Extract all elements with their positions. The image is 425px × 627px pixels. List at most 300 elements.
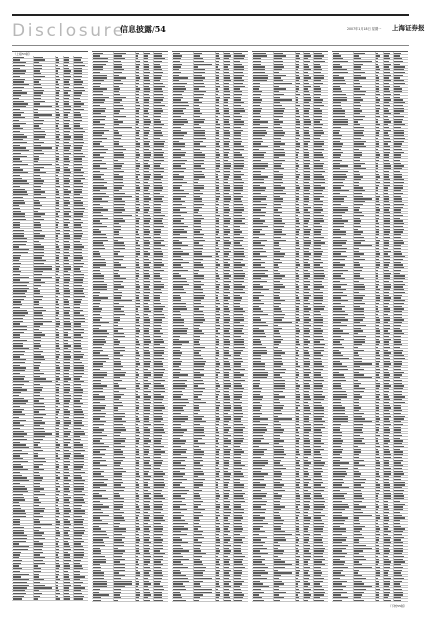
table-cell: [114, 374, 125, 375]
table-cell: [224, 231, 230, 232]
table-cell: [194, 196, 200, 197]
table-cell: [136, 553, 140, 554]
table-cell: [194, 64, 212, 65]
table-cell: [144, 94, 149, 95]
table-cell: [144, 341, 151, 342]
table-cell: [114, 556, 122, 557]
table-cell: [136, 218, 140, 219]
table-cell: [74, 472, 85, 473]
table-cell: [136, 438, 140, 439]
table-cell: [56, 461, 58, 462]
table-cell: [136, 149, 139, 150]
table-cell: [154, 520, 165, 521]
table-cell: [144, 465, 151, 466]
table-cell: [216, 190, 219, 191]
table-cell: [13, 136, 27, 137]
table-cell: [34, 233, 40, 234]
table-cell: [34, 194, 41, 195]
table-cell: [74, 87, 84, 88]
table-cell: [114, 281, 123, 282]
table-cell: [114, 226, 121, 227]
table-cell: [136, 341, 139, 342]
table-cell: [13, 329, 27, 330]
table-cell: [144, 157, 150, 158]
table-cell: [34, 92, 43, 93]
table-cell: [64, 175, 70, 176]
table-cell: [216, 286, 219, 287]
table-cell: [56, 112, 59, 113]
table-cell: [144, 303, 148, 304]
table-cell: [93, 292, 100, 293]
table-cell: [114, 539, 122, 540]
table-cell: [93, 424, 104, 425]
table-cell: [93, 586, 107, 587]
table-cell: [34, 329, 39, 330]
table-cell: [136, 358, 139, 359]
table-cell: [56, 458, 60, 459]
table-cell: [144, 438, 149, 439]
table-cell: [194, 121, 204, 122]
table-cell: [136, 72, 139, 73]
masthead-rule: [12, 45, 409, 46]
table-cell: [144, 347, 149, 348]
table-cell: [114, 369, 121, 370]
table-cell: [194, 66, 198, 67]
table-cell: [93, 80, 104, 81]
table-cell: [136, 451, 139, 452]
table-cell: [64, 505, 69, 506]
table-cell: [56, 266, 60, 267]
table-cell: [74, 477, 82, 478]
table-cell: [173, 215, 181, 216]
table-cell: [136, 468, 139, 469]
table-cell: [234, 94, 242, 95]
table-cell: [173, 64, 182, 65]
table-cell: [56, 169, 60, 170]
table-cell: [13, 365, 20, 366]
table-cell: [216, 91, 219, 92]
table-cell: [216, 253, 218, 254]
table-cell: [34, 343, 40, 344]
table-cell: [13, 227, 20, 228]
table-cell: [74, 106, 81, 107]
table-cell: [234, 138, 241, 139]
table-cell: [136, 198, 139, 199]
table-cell: [144, 306, 149, 307]
table-cell: [56, 183, 59, 184]
table-cell: [93, 91, 103, 92]
table-cell: [74, 252, 82, 253]
table-cell: [144, 146, 150, 147]
table-cell: [136, 328, 139, 329]
table-cell: [64, 582, 70, 583]
table-cell: [136, 539, 140, 540]
table-cell: [114, 570, 125, 571]
table-cell: [144, 64, 149, 65]
table-cell: [144, 509, 150, 510]
table-cell: [194, 86, 205, 87]
table-cell: [13, 79, 25, 80]
table-cell: [173, 176, 184, 177]
table-cell: [224, 190, 230, 191]
table-cell: [114, 69, 124, 70]
table-cell: [74, 475, 81, 476]
table-cell: [136, 476, 140, 477]
table-cell: [93, 471, 104, 472]
table-cell: [216, 168, 219, 169]
table-cell: [64, 285, 69, 286]
table-cell: [74, 519, 84, 520]
table-cell: [234, 201, 242, 202]
table-cell: [144, 91, 150, 92]
table-cell: [34, 552, 43, 553]
table-cell: [34, 516, 43, 517]
table-cell: [114, 275, 120, 276]
table-cell: [216, 171, 220, 172]
table-cell: [136, 207, 139, 208]
table-cell: [74, 150, 81, 151]
table-cell: [194, 248, 203, 249]
table-cell: [74, 527, 84, 528]
table-cell: [114, 372, 126, 373]
table-cell: [64, 403, 69, 404]
table-cell: [34, 59, 45, 60]
table-cell: [234, 141, 242, 142]
table-cell: [234, 130, 243, 131]
table-cell: [234, 157, 244, 158]
table-cell: [56, 120, 59, 121]
table-cell: [234, 119, 241, 120]
table-cell: [114, 83, 123, 84]
table-cell: [34, 334, 45, 335]
table-cell: [234, 319, 244, 320]
table-cell: [74, 307, 80, 308]
table-cell: [34, 436, 45, 437]
table-cell: [234, 196, 243, 197]
table-cell: [74, 246, 84, 247]
table-cell: [194, 215, 202, 216]
table-cell: [144, 471, 149, 472]
table-cell: [154, 102, 161, 103]
table-cell: [34, 538, 45, 539]
table-cell: [173, 143, 185, 144]
table-cell: [144, 556, 151, 557]
table-cell: [234, 146, 244, 147]
table-cell: [144, 589, 149, 590]
table-cell: [114, 493, 119, 494]
table-cell: [194, 262, 201, 263]
table-cell: [34, 414, 46, 415]
table-cell: [13, 414, 25, 415]
table-cell: [34, 117, 39, 118]
table-cell: [144, 460, 150, 461]
table-cell: [173, 108, 186, 109]
table-cell: [194, 99, 199, 100]
table-cell: [93, 520, 102, 521]
table-cell: [13, 235, 24, 236]
table-cell: [136, 528, 140, 529]
table-cell: [224, 292, 230, 293]
table-cell: [154, 248, 161, 249]
table-cell: [13, 389, 27, 390]
table-cell: [114, 149, 126, 150]
table-cell: [13, 532, 24, 533]
table-cell: [114, 473, 122, 474]
table-cell: [224, 160, 228, 161]
table-cell: [114, 534, 122, 535]
table-cell: [144, 174, 151, 175]
table-cell: [136, 66, 139, 67]
table-cell: [154, 209, 161, 210]
table-cell: [173, 306, 186, 307]
table-cell: [216, 97, 220, 98]
table-cell: [93, 559, 106, 560]
table-cell: [56, 508, 59, 509]
table-cell: [13, 373, 20, 374]
table-cell: [64, 527, 69, 528]
table-cell: [144, 561, 150, 562]
table-cell: [154, 515, 164, 516]
table-cell: [74, 241, 80, 242]
table-cell: [114, 245, 125, 246]
table-cell: [114, 339, 118, 340]
table-cell: [93, 504, 103, 505]
table-cell: [136, 297, 139, 298]
table-cell: [56, 186, 60, 187]
section-title: [120, 24, 166, 35]
table-cell: [74, 428, 81, 429]
table-cell: [173, 66, 181, 67]
table-cell: [234, 171, 241, 172]
table-cell: [74, 282, 83, 283]
table-cell: [194, 94, 204, 95]
table-cell: [136, 289, 139, 290]
table-cell: [93, 176, 101, 177]
table-cell: [114, 424, 123, 425]
table-cell: [93, 251, 99, 252]
table-cell: [13, 307, 20, 308]
table-cell: [93, 528, 101, 529]
table-cell: [13, 109, 20, 110]
table-cell: [93, 297, 108, 298]
table-cell: [194, 193, 203, 194]
table-cell: [234, 286, 245, 287]
table-cell: [136, 534, 139, 535]
table-cell: [154, 413, 163, 414]
table-cell: [74, 579, 80, 580]
table-cell: [144, 410, 150, 411]
table-cell: [56, 68, 60, 69]
table-cell: [13, 403, 26, 404]
table-cell: [56, 406, 58, 407]
table-cell: [173, 69, 179, 70]
table-cell: [64, 59, 69, 60]
table-cell: [144, 528, 149, 529]
table-cell: [56, 447, 59, 448]
table-cell: [136, 460, 139, 461]
table-cell: [93, 575, 104, 576]
table-cell: [224, 154, 228, 155]
table-cell: [216, 187, 219, 188]
table-cell: [93, 435, 107, 436]
table-cell: [74, 167, 83, 168]
table-cell: [114, 520, 125, 521]
table-cell: [216, 141, 220, 142]
table-cell: [154, 231, 161, 232]
table-cell: [173, 275, 181, 276]
table-cell: [56, 549, 59, 550]
table-cell: [93, 289, 107, 290]
table-cell: [114, 94, 120, 95]
table-cell: [234, 256, 245, 257]
table-cell: [144, 548, 150, 549]
table-cell: [216, 229, 219, 230]
table-cell: [64, 433, 70, 434]
table-cell: [56, 348, 60, 349]
table-cell: [194, 102, 202, 103]
table-cell: [56, 153, 59, 154]
table-cell: [56, 301, 58, 302]
table-cell: [56, 279, 59, 280]
table-cell: [13, 260, 19, 261]
table-cell: [234, 149, 244, 150]
table-cell: [114, 550, 125, 551]
table-cell: [64, 590, 69, 591]
table-cell: [114, 207, 124, 208]
table-cell: [34, 326, 40, 327]
table-cell: [144, 545, 149, 546]
table-cell: [56, 145, 59, 146]
table-cell: [13, 472, 20, 473]
table-cell: [194, 259, 203, 260]
table-cell: [234, 187, 243, 188]
table-cell: [154, 116, 161, 117]
table-cell: [144, 121, 151, 122]
table-cell: [13, 241, 27, 242]
table-cell: [93, 388, 103, 389]
table-cell: [74, 409, 82, 410]
table-cell: [64, 345, 71, 346]
table-cell: [154, 242, 161, 243]
table-cell: [216, 69, 220, 70]
table-cell: [154, 193, 160, 194]
table-cell: [13, 524, 20, 525]
table-cell: [224, 317, 230, 318]
table-cell: [64, 216, 71, 217]
table-cell: [144, 578, 148, 579]
table-cell: [93, 143, 100, 144]
table-cell: [64, 142, 69, 143]
table-cell: [34, 120, 44, 121]
table-cell: [13, 90, 22, 91]
table-cell: [154, 94, 163, 95]
table-cell: [144, 245, 149, 246]
table-cell: [216, 99, 219, 100]
table-cell: [64, 277, 70, 278]
table-cell: [154, 553, 165, 554]
table-cell: [136, 127, 139, 128]
table-cell: [136, 548, 139, 549]
table-cell: [136, 432, 140, 433]
table-cell: [56, 469, 58, 470]
table-cell: [136, 366, 138, 367]
table-cell: [64, 381, 68, 382]
table-cell: [216, 308, 220, 309]
table-cell: [13, 579, 29, 580]
table-cell: [144, 171, 149, 172]
table-cell: [216, 135, 219, 136]
table-cell: [234, 132, 241, 133]
table-cell: [13, 279, 20, 280]
table-cell: [144, 267, 150, 268]
table-cell: [93, 119, 105, 120]
table-cell: [216, 242, 218, 243]
table-cell: [114, 146, 123, 147]
table-cell: [34, 131, 45, 132]
table-cell: [144, 141, 150, 142]
table-cell: [114, 157, 124, 158]
table-cell: [74, 458, 84, 459]
table-cell: [114, 583, 132, 584]
table-cell: [34, 268, 52, 269]
table-cell: [224, 319, 230, 320]
table-cell: [136, 523, 139, 524]
table-cell: [114, 97, 126, 98]
table-cell: [194, 163, 204, 164]
table-cell: [64, 444, 68, 445]
table-cell: [136, 311, 138, 312]
table-cell: [224, 218, 231, 219]
table-cell: [34, 370, 40, 371]
table-cell: [13, 568, 22, 569]
table-cell: [136, 86, 138, 87]
table-cell: [93, 138, 107, 139]
table-cell: [13, 447, 29, 448]
table-cell: [154, 259, 162, 260]
table-cell: [64, 117, 68, 118]
table-cell: [224, 234, 228, 235]
table-cell: [114, 405, 123, 406]
table-cell: [93, 460, 106, 461]
table-cell: [13, 304, 22, 305]
table-cell: [154, 330, 160, 331]
table-cell: [56, 519, 58, 520]
table-cell: [56, 147, 58, 148]
table-cell: [224, 300, 228, 301]
table-cell: [13, 480, 29, 481]
table-cell: [56, 101, 59, 102]
table-cell: [154, 465, 161, 466]
table-cell: [34, 398, 44, 399]
table-cell: [13, 318, 23, 319]
table-cell: [173, 325, 184, 326]
table-cell: [74, 359, 80, 360]
table-cell: [144, 600, 150, 601]
table-cell: [64, 183, 69, 184]
table-cell: [194, 253, 202, 254]
table-cell: [13, 153, 21, 154]
table-cell: [154, 281, 161, 282]
table-cell: [93, 149, 108, 150]
table-cell: [144, 597, 148, 598]
table-cell: [74, 213, 83, 214]
table-cell: [93, 198, 102, 199]
table-cell: [194, 127, 201, 128]
table-cell: [234, 292, 245, 293]
table-cell: [136, 504, 138, 505]
table-cell: [34, 464, 43, 465]
table-cell: [224, 91, 230, 92]
